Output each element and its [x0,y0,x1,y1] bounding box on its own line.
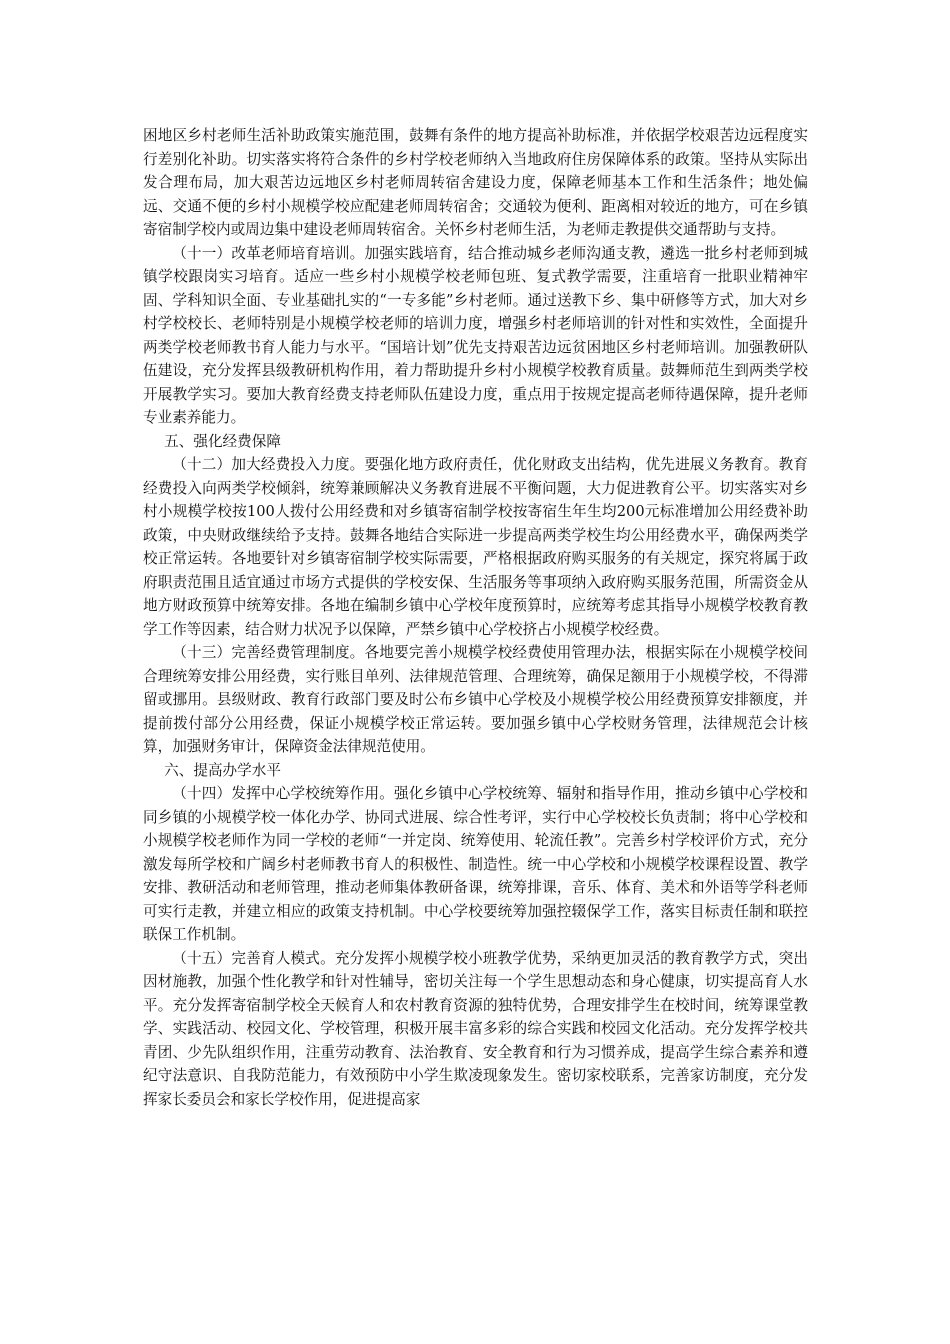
paragraph-section-12: （十二）加大经费投入力度。要强化地方政府责任，优化财政支出结构，优先进展义务教育。教育经费投入向两类学校倾斜，统筹兼顾解决义务教育进展不平衡问题，大力促进教育公平。切实落实对乡村小规模学校按100人拨付公用经费和对乡镇寄宿制学校按寄宿生年生均200元标准增加公用经费补助政策，中央财政继续给予支持。鼓舞各地结合实际进一步提高两类学校生均公用经费水平，确保两类学校正常运转。各地要针对乡镇寄宿制学校实际需要，严格根据政府购买服务的有关规定，探究将属于政府职责范围且适宜通过市场方式提供的学校安保、生活服务等事项纳入政府购买服务范围，所需资金从地方财政预算中统筹安排。各地在编制乡镇中心学校年度预算时，应统筹考虑其指导小规模学校教育教学工作等因素，结合财力状况予以保障，严禁乡镇中心学校挤占小规模学校经费。 [143,456,808,638]
paragraph-section-11: （十一）改革老师培育培训。加强实践培育，结合推动城乡老师沟通支教，遴选一批乡村老师到城镇学校跟岗实习培育。适应一些乡村小规模学校老师包班、复式教学需要，注重培育一批职业精神牢固、学科知识全面、专业基础扎实的“一专多能”乡村老师。通过送教下乡、集中研修等方式，加大对乡村学校校长、老师特别是小规模学校老师的培训力度，增强乡村老师培训的针对性和实效性，全面提升两类学校老师教书育人能力与水平。“国培计划”优先支持艰苦边远贫困地区乡村老师培训。加强教研队伍建设，充分发挥县级教研机构作用，着力帮助提升乡村小规模学校教育质量。鼓舞师范生到两类学校开展教学实习。要加大教育经费支持老师队伍建设力度，重点用于按规定提高老师待遇保障，提升老师专业素养能力。 [143,244,808,426]
paragraph-section-14: （十四）发挥中心学校统筹作用。强化乡镇中心学校统筹、辐射和指导作用，推动乡镇中心学校和同乡镇的小规模学校一体化办学、协同式进展、综合性考评，实行中心学校校长负责制；将中心学校和小规模学校老师作为同一学校的老师“一并定岗、统筹使用、轮流任教”。完善乡村学校评价方式，充分激发每所学校和广阔乡村老师教书育人的积极性、制造性。统一中心学校和小规模学校课程设置、教学安排、教研活动和老师管理，推动老师集体教研备课，统筹排课，音乐、体育、美术和外语等学科老师可实行走教，并建立相应的政策支持机制。中心学校要统筹加强控辍保学工作，落实目标责任制和联控联保工作机制。 [143,785,808,943]
paragraph-continued: 困地区乡村老师生活补助政策实施范围，鼓舞有条件的地方提高补助标准，并依据学校艰苦边远程度实行差别化补助。切实落实将符合条件的乡村学校老师纳入当地政府住房保障体系的政策。坚持从实际出发合理布局，加大艰苦边远地区乡村老师周转宿舍建设力度，保障老师基本工作和生活条件；地处偏远、交通不便的乡村小规模学校应配建老师周转宿舍；交通较为便利、距离相对较近的地方，可在乡镇寄宿制学校内或周边集中建设老师周转宿舍。关怀乡村老师生活，为老师走教提供交通帮助与支持。 [143,127,808,238]
document-body [143,124,808,1111]
paragraph-section-13: （十三）完善经费管理制度。各地要完善小规模学校经费使用管理办法，根据实际在小规模学校间合理统筹安排公用经费，实行账目单列、法律规范管理、合理统筹，确保足额用于小规模学校，不得滞留或挪用。县级财政、教育行政部门要及时公布乡镇中心学校及小规模学校公用经费预算安排额度，并提前拨付部分公用经费，保证小规模学校正常运转。要加强乡镇中心学校财务管理，法律规范会计核算，加强财务审计，保障资金法律规范使用。 [143,644,808,755]
heading-section-6: 六、提高办学水平 [164,761,281,779]
paragraph-section-15: （十五）完善育人模式。充分发挥小规模学校小班教学优势，采纳更加灵活的教育教学方式，突出因材施教，加强个性化教学和针对性辅导，密切关注每一个学生思想动态和身心健康，切实提高育人水平。充分发挥寄宿制学校全天候育人和农村教育资源的独特优势，合理安排学生在校时间，统筹课堂教学、实践活动、校园文化、学校管理，积极开展丰富多彩的综合实践和校园文化活动。充分发挥学校共青团、少先队组织作用，注重劳动教育、法治教育、安全教育和行为习惯养成，提高学生综合素养和遵纪守法意识、自我防范能力，有效预防中小学生欺凌现象发生。密切家校联系，完善家访制度，充分发挥家长委员会和家长学校作用，促进提高家 [143,949,808,1108]
heading-section-5: 五、强化经费保障 [164,432,281,450]
